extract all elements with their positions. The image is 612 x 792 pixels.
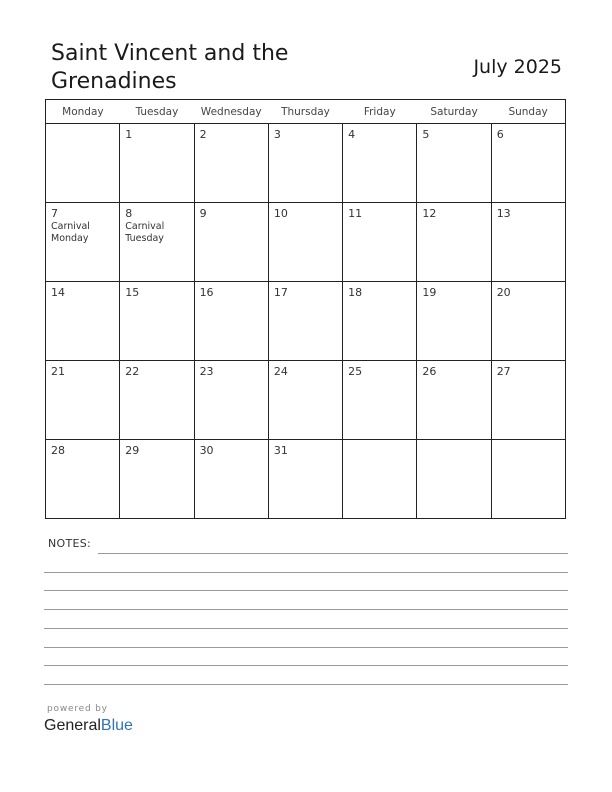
week-row (46, 440, 566, 519)
day-cell (194, 361, 268, 440)
day-cell (268, 203, 342, 282)
day-cell (417, 203, 491, 282)
weekday-header: Wednesday (194, 100, 268, 124)
day-cell (417, 440, 491, 519)
day-number: 8 (125, 207, 133, 220)
calendar-grid (45, 99, 566, 519)
day-cell (343, 282, 417, 361)
day-cell (46, 440, 120, 519)
day-cell (46, 124, 120, 203)
day-cell (120, 124, 194, 203)
day-number: 11 (348, 207, 363, 220)
day-number: 17 (273, 286, 288, 299)
day-cell (46, 203, 120, 282)
day-cell (194, 282, 268, 361)
day-cell (194, 203, 268, 282)
weekday-header: Monday (46, 100, 120, 124)
week-row (46, 203, 566, 282)
day-cell (268, 282, 342, 361)
day-number: 20 (496, 286, 511, 299)
holiday-label: Carnival Tuesday (125, 221, 165, 244)
day-cell (194, 124, 268, 203)
day-number: 30 (199, 444, 214, 457)
day-cell (268, 440, 342, 519)
day-cell (417, 282, 491, 361)
week-row (46, 361, 566, 440)
day-number: 1 (125, 128, 133, 141)
calendar-title: Saint Vincent and the Grenadines (51, 41, 289, 94)
day-cell (194, 440, 268, 519)
day-number: 9 (199, 207, 207, 220)
brand-blue: Blue (100, 717, 133, 734)
day-cell (491, 124, 565, 203)
day-number: 13 (496, 207, 511, 220)
day-number: 19 (422, 286, 437, 299)
note-line (44, 628, 568, 629)
day-number: 14 (51, 286, 65, 299)
day-number: 29 (125, 444, 140, 457)
day-number: 2 (199, 128, 207, 141)
day-number: 7 (51, 207, 58, 220)
weekday-header: Sunday (491, 100, 565, 124)
day-cell (268, 361, 342, 440)
day-cell (417, 124, 491, 203)
day-cell (46, 282, 120, 361)
holiday-label: Carnival Monday (51, 221, 90, 244)
weekday-header: Thursday (268, 100, 342, 124)
weekday-header-row (46, 100, 566, 124)
day-number: 16 (199, 286, 214, 299)
day-number: 24 (273, 365, 288, 378)
note-line (44, 572, 568, 573)
weekday-header: Saturday (417, 100, 491, 124)
day-number: 10 (273, 207, 288, 220)
day-cell (120, 440, 194, 519)
day-number: 23 (199, 365, 214, 378)
note-line (44, 665, 568, 666)
weekday-header: Friday (343, 100, 417, 124)
day-number: 25 (348, 365, 363, 378)
day-cell (491, 361, 565, 440)
day-cell (491, 282, 565, 361)
powered-by-label: powered by (47, 704, 108, 714)
week-row (46, 124, 566, 203)
notes-label: NOTES: (48, 537, 92, 550)
day-number: 6 (496, 128, 504, 141)
day-number: 21 (51, 365, 65, 378)
day-cell (491, 440, 565, 519)
day-cell (491, 203, 565, 282)
day-cell (120, 203, 194, 282)
weekday-header: Tuesday (120, 100, 194, 124)
note-line (98, 553, 568, 554)
generalblue-logo (44, 717, 133, 735)
day-cell (343, 361, 417, 440)
day-cell (46, 361, 120, 440)
day-number: 5 (422, 128, 430, 141)
note-line (44, 590, 568, 591)
day-number: 31 (273, 444, 288, 457)
day-number: 15 (125, 286, 140, 299)
note-line (44, 647, 568, 648)
day-number: 4 (348, 128, 356, 141)
day-number: 12 (422, 207, 437, 220)
day-cell (268, 124, 342, 203)
day-cell (343, 124, 417, 203)
day-cell (343, 203, 417, 282)
brand-general: General (44, 717, 101, 734)
day-number: 27 (496, 365, 511, 378)
day-cell (120, 361, 194, 440)
note-line (44, 609, 568, 610)
day-number: 26 (422, 365, 437, 378)
day-number: 28 (51, 444, 65, 457)
day-cell (417, 361, 491, 440)
day-number: 22 (125, 365, 140, 378)
week-row (46, 282, 566, 361)
day-number: 3 (273, 128, 281, 141)
month-label: July 2025 (473, 56, 562, 78)
day-number: 18 (348, 286, 363, 299)
day-cell (343, 440, 417, 519)
note-line (44, 684, 568, 685)
day-cell (120, 282, 194, 361)
